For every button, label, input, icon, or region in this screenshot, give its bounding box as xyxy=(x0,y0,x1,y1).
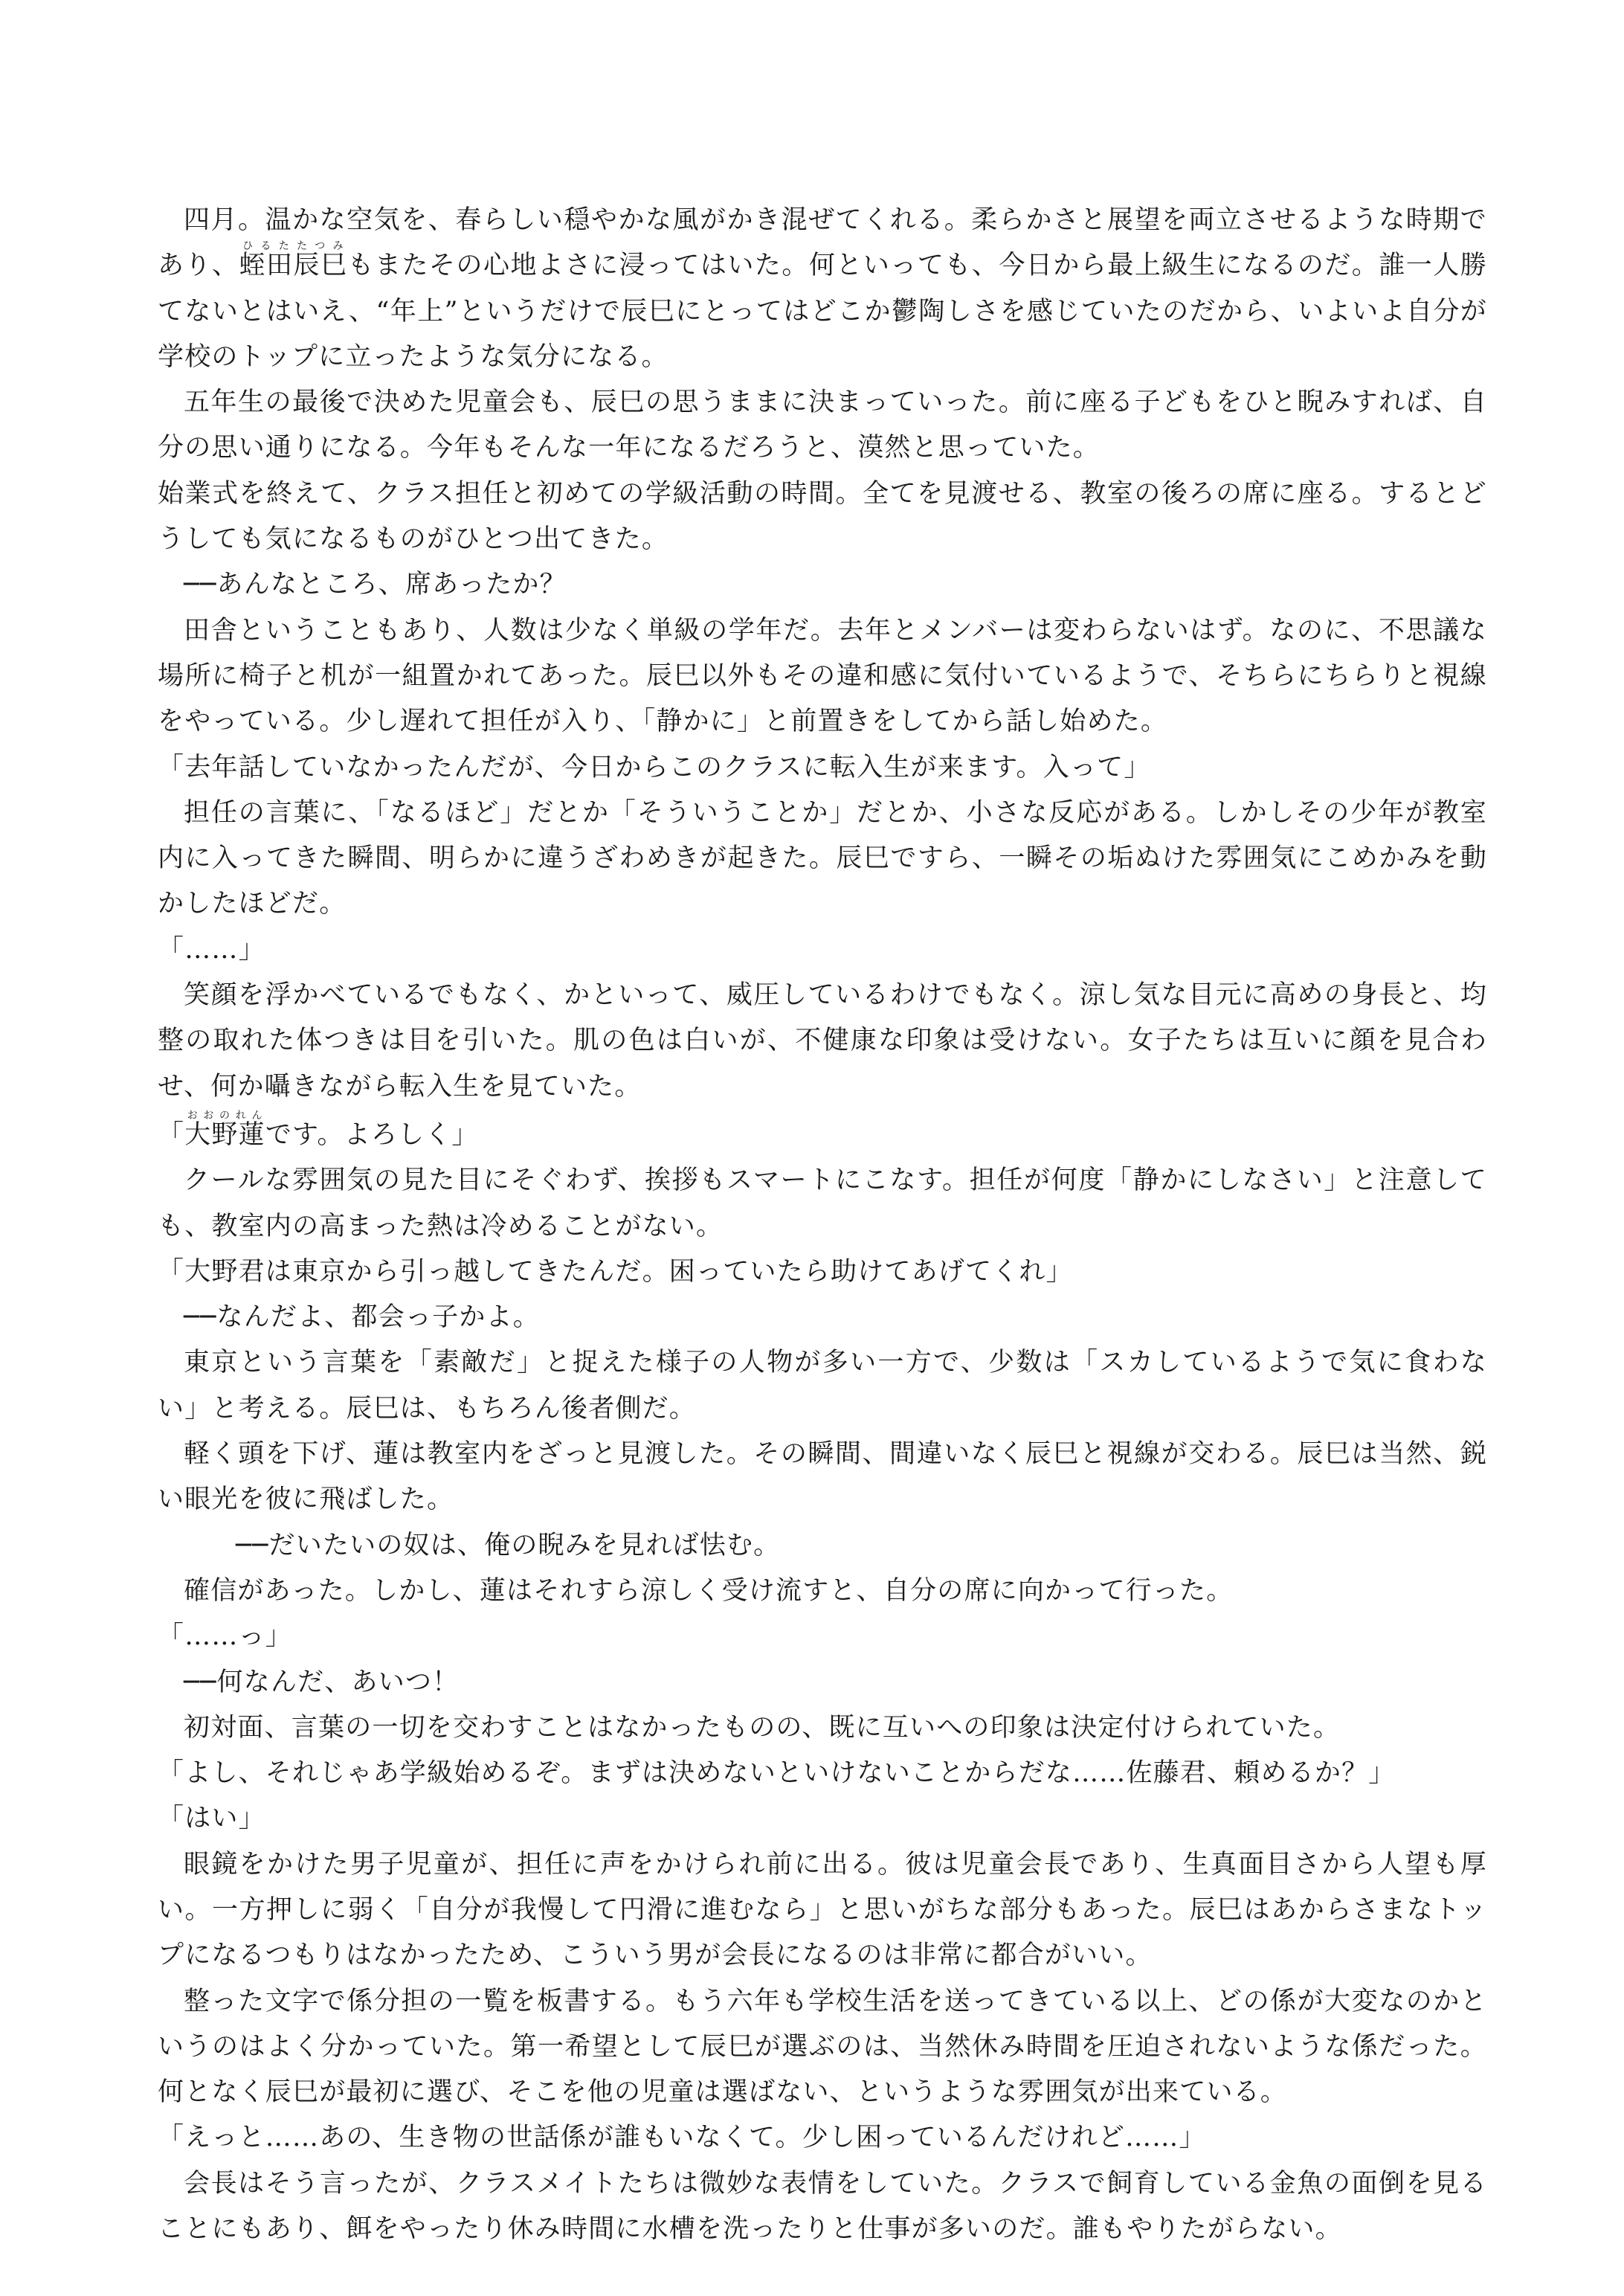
paragraph: 四月。温かな空気を、春らしい穏やかな風がかき混ぜてくれる。柔らかさと展望を両立させるような時期であり、蛭田辰巳ひるたたつみもまたその心地よさに浸ってはいた。何といっても、今日から最上級生になるのだ。誰一人勝てないとはいえ、“年上”というだけで辰巳にとってはどこか鬱陶しさを感じていたのだから、いよいよ自分が学校のトップに立ったような気分になる。 xyxy=(158,205,1487,372)
dialogue-line: 「よし、それじゃあ学級始めるぞ。まずは決めないといけないことからだな……佐藤君、頼めるか？」 xyxy=(158,1758,1396,1789)
paragraph: ──何なんだ、あいつ！ xyxy=(184,1667,460,1697)
paragraph: 会長はそう言ったが、クラスメイトたちは微妙な表情をしていた。クラスで飼育している金魚の面倒を見ることにもあり、餌をやったり休み時間に水槽を洗ったりと仕事が多いのだ。誰もやりたがらない。 xyxy=(158,2168,1487,2245)
paragraph: 笑顔を浮かべているでもなく、かといって、威圧しているわけでもなく。涼し気な目元に高めの身長と、均整の取れた体つきは目を引いた。肌の色は白いが、不健康な印象は受けない。女子たちは互いに顔を見合わせ、何か囁きながら転入生を見ていた。 xyxy=(158,980,1487,1102)
paragraph: ──だいたいの奴は、俺の睨みを見れば怯む。 xyxy=(236,1530,781,1560)
dialogue-line: 「えっと……あの、生き物の世話係が誰もいなくて。少し困っているんだけれど……」 xyxy=(158,2123,1206,2153)
furigana-ruby: 大野蓮おおのれん xyxy=(184,1109,265,1150)
paragraph: 確信があった。しかし、蓮はそれすら涼しく受け流すと、自分の席に向かって行った。 xyxy=(184,1575,1234,1606)
paragraph: 整った文字で係分担の一覧を板書する。もう六年も学校生活を送ってきている以上、どの係が大変なのかというのはよく分かっていた。第一希望として辰巳が選ぶのは、当然休み時間を圧迫されないような係だった。何となく辰巳が最初に選び、そこを他の児童は選ばない、というような雰囲気が出来ている。 xyxy=(158,1986,1487,2108)
paragraph: ──なんだよ、都会っ子かよ。 xyxy=(184,1302,540,1333)
furigana-ruby: 蛭田辰巳ひるたたつみ xyxy=(239,240,348,281)
paragraph: ──あんなところ、席あったか？ xyxy=(184,570,567,600)
dialogue-line: 「大野蓮おおのれんです。よろしく」 xyxy=(158,1109,479,1150)
dialogue-line: 「……っ」 xyxy=(158,1621,293,1652)
dialogue-line: 「去年話していなかったんだが、今日からこのクラスに転入生が来ます。入って」 xyxy=(158,752,1151,782)
paragraph: クールな雰囲気の見た目にそぐわず、挨拶もスマートにこなす。担任が何度「静かにしなさい」と注意しても、教室内の高まった熱は冷めることがない。 xyxy=(158,1165,1487,1241)
paragraph: 始業式を終えて、クラス担任と初めての学級活動の時間。全てを見渡せる、教室の後ろの席に座る。するとどうしても気になるものがひとつ出てきた。 xyxy=(158,478,1487,555)
dialogue-line: 「……」 xyxy=(158,934,265,965)
dialogue-line: 「はい」 xyxy=(158,1804,265,1834)
paragraph: 担任の言葉に、「なるほど」だとか「そういうことか」だとか、小さな反応がある。しかしその少年が教室内に入ってきた瞬間、明らかに違うざわめきが起きた。辰巳ですら、一瞬その垢ぬけた雰囲気にこめかみを動かしたほどだ。 xyxy=(158,797,1487,919)
paragraph: 軽く頭を下げ、蓮は教室内をざっと見渡した。その瞬間、間違いなく辰巳と視線が交わる。辰巳は当然、鋭い眼光を彼に飛ばした。 xyxy=(158,1439,1487,1515)
paragraph: 田舎ということもあり、人数は少なく単級の学年だ。去年とメンバーは変わらないはず。なのに、不思議な場所に椅子と机が一組置かれてあった。辰巳以外もその違和感に気付いているようで、そちらにちらりと視線をやっている。少し遅れて担任が入り、「静かに」と前置きをしてから話し始めた。 xyxy=(158,615,1487,737)
paragraph: 眼鏡をかけた男子児童が、担任に声をかけられ前に出る。彼は児童会長であり、生真面目さから人望も厚い。一方押しに弱く「自分が我慢して円滑に進むなら」と思いがちな部分もあった。辰巳はあからさまなトップになるつもりはなかったため、こういう男が会長になるのは非常に都合がいい。 xyxy=(158,1849,1487,1971)
novel-page xyxy=(158,198,1487,2252)
paragraph: 初対面、言葉の一切を交わすことはなかったものの、既に互いへの印象は決定付けられていた。 xyxy=(184,1712,1341,1743)
paragraph: 東京という言葉を「素敵だ」と捉えた様子の人物が多い一方で、少数は「スカしているようで気に食わない」と考える。辰巳は、もちろん後者側だ。 xyxy=(158,1348,1487,1424)
dialogue-line: 「大野君は東京から引っ越してきたんだ。困っていたら助けてあげてくれ」 xyxy=(158,1256,1073,1287)
paragraph: 五年生の最後で決めた児童会も、辰巳の思うままに決まっていった。前に座る子どもをひと睨みすれば、自分の思い通りになる。今年もそんな一年になるだろうと、漠然と思っていた。 xyxy=(158,388,1487,463)
